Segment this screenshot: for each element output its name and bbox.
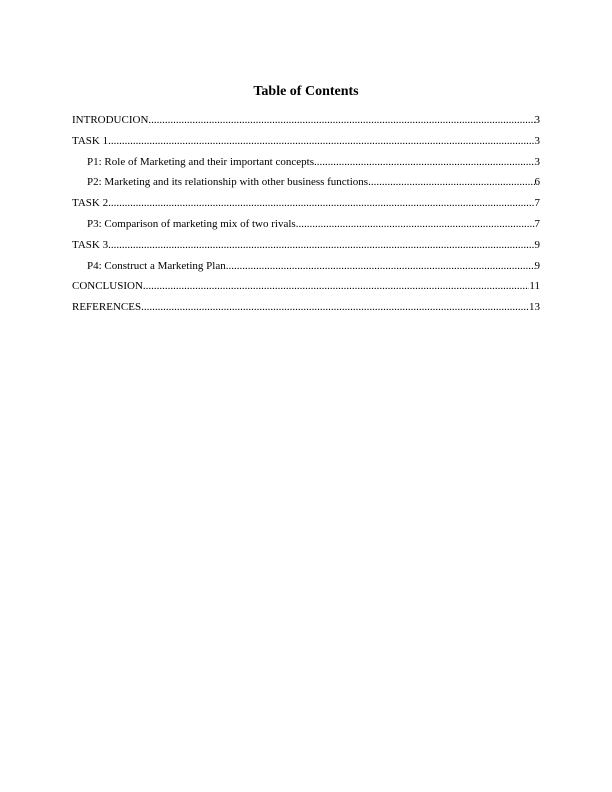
- toc-entry-text: P4: Construct a Marketing Plan: [87, 259, 226, 272]
- toc-dot-leader: [148, 114, 534, 127]
- toc-dot-leader: [141, 301, 529, 314]
- toc-entry-p3[interactable]: [72, 218, 540, 239]
- toc-title: Table of Contents: [253, 84, 359, 99]
- toc-entry-task-3[interactable]: [72, 239, 540, 260]
- toc-page-number: 13: [529, 301, 540, 314]
- toc-page-number: 3: [534, 155, 540, 168]
- toc-entry-task-1[interactable]: [72, 135, 540, 156]
- toc-entry-p1[interactable]: [72, 156, 540, 177]
- toc-dot-leader: [368, 176, 534, 189]
- toc-entry-text: P2: Marketing and its relationship with other business functions: [87, 176, 369, 189]
- toc-entry-text: P3: Comparison of marketing mix of two rivals: [87, 217, 296, 230]
- toc-list: [72, 114, 542, 322]
- toc-dot-leader: [108, 135, 534, 148]
- toc-entry-text: TASK 1: [72, 134, 109, 147]
- toc-entry-p4[interactable]: [72, 260, 540, 281]
- toc-entry-introduction[interactable]: [72, 114, 540, 135]
- toc-page-number: 7: [534, 217, 540, 230]
- toc-entry-conclusion[interactable]: [72, 280, 540, 301]
- toc-dot-leader: [226, 260, 535, 273]
- toc-page-number: 9: [534, 259, 540, 272]
- toc-entry-text: TASK 3: [72, 238, 109, 251]
- toc-entry-task-2[interactable]: [72, 197, 540, 218]
- toc-entry-text: P1: Role of Marketing and their important concepts: [87, 155, 314, 168]
- toc-page-number: 7: [534, 197, 540, 210]
- toc-page-number: 11: [529, 280, 540, 293]
- toc-page-number: 9: [534, 238, 540, 251]
- toc-entry-text: INTRODUCION: [72, 114, 149, 126]
- toc-entry-references[interactable]: [72, 301, 540, 322]
- toc-entry-text: REFERENCES: [72, 301, 142, 314]
- toc-dot-leader: [108, 239, 534, 252]
- toc-entry-p2[interactable]: [72, 176, 540, 197]
- toc-page-number: 3: [534, 114, 540, 126]
- toc-page-number: 6: [534, 176, 540, 189]
- toc-entry-text: TASK 2: [72, 197, 109, 210]
- toc-dot-leader: [314, 156, 535, 169]
- toc-dot-leader: [143, 280, 530, 293]
- toc-entry-text: CONCLUSION: [72, 280, 143, 293]
- toc-dot-leader: [296, 218, 535, 231]
- toc-page-number: 3: [534, 134, 540, 147]
- toc-dot-leader: [108, 197, 534, 210]
